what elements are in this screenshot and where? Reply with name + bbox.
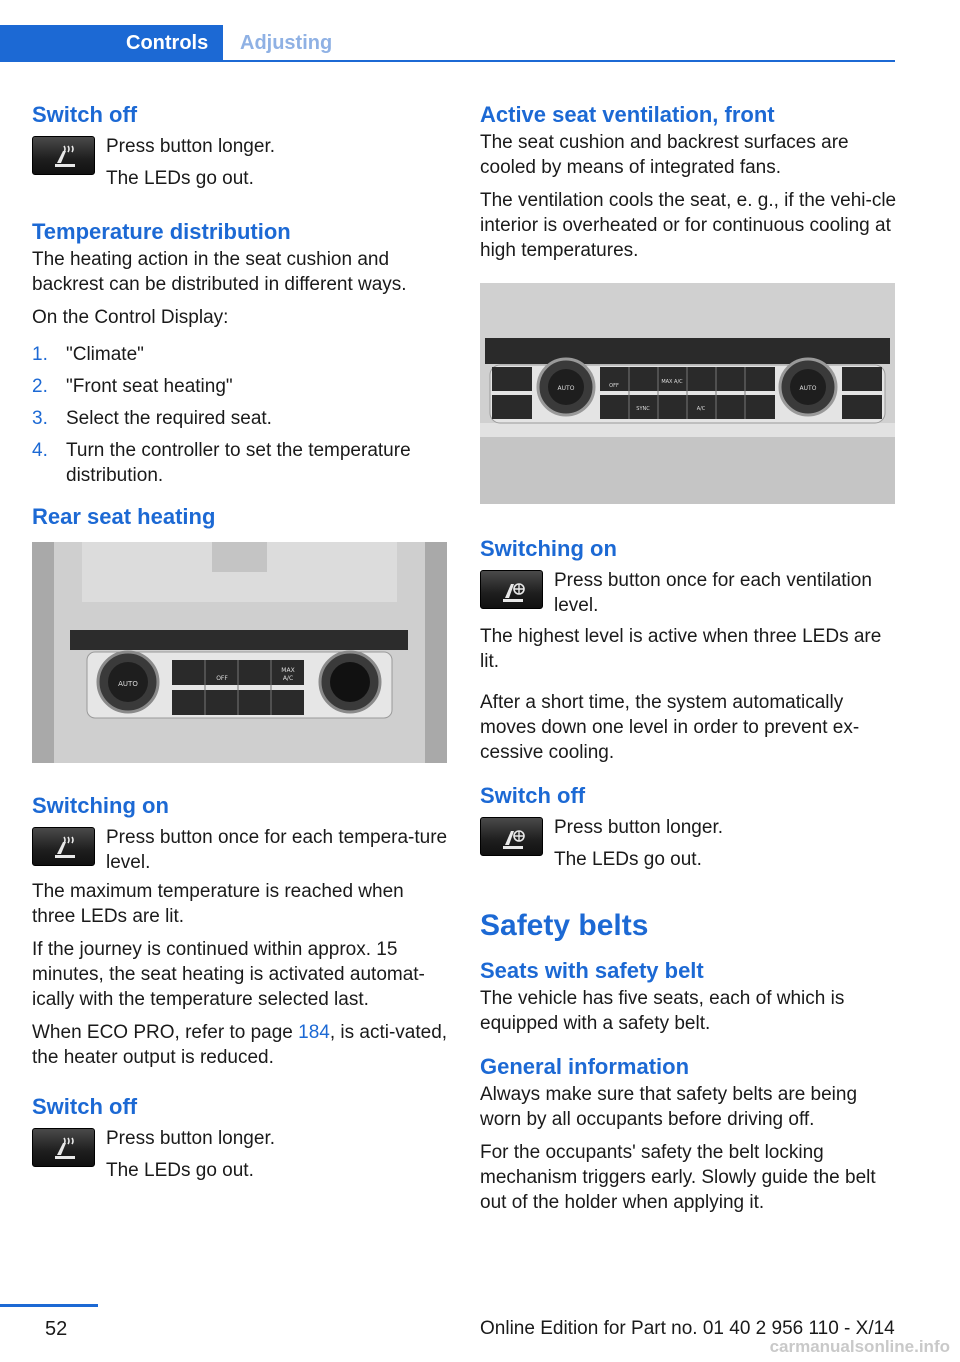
svg-text:OFF: OFF [609,383,619,389]
left-column [32,100,450,1193]
temperature-distribution-heading: Temperature distribution [32,219,291,244]
seats-with-belt-text: The vehicle has five seats, each of which is equipped with a safety belt. [480,988,845,1034]
svg-text:A/C: A/C [696,406,706,412]
general-info-p2: For the occupants' safety the belt locking mechanism triggers early. Slowly guide the belt out of the holder when applying it. [480,1142,876,1213]
vent-switch-off-line2: The LEDs go out. [554,849,702,870]
temp-dist-steps [32,342,450,488]
svg-text:OFF: OFF [216,675,228,682]
svg-text:AUTO: AUTO [118,680,138,688]
switch-off-heading: Switch off [32,102,138,127]
vent-switch-off-line1: Press button longer. [554,817,723,838]
after-short-time-text: After a short time, the system automatically moves down one level in order to prevent ex-cessive cooling. [480,692,860,763]
page-number: 52 [45,1318,68,1340]
svg-text:A/C: A/C [282,675,294,682]
ventilation-p2: The ventilation cools the seat, e. g., if the vehi-cle interior is overheated or for continuous cooling at high temperatures. [480,190,897,261]
general-info-heading: General information [480,1054,690,1079]
svg-text:AUTO: AUTO [557,385,575,392]
ventilation-heading: Active seat ventilation, front [480,102,775,127]
rear-seat-heating-heading: Rear seat heating [32,504,216,529]
tab-adjusting[interactable]: Adjusting [240,32,333,54]
ventilation-p1: The seat cushion and backrest surfaces are cooled by means of integrated fans. [480,132,849,178]
list-item: 4. Turn the controller to set the temperature distribution. [32,440,411,486]
switch-off-line1: Press button longer. [106,136,275,157]
journey-text: If the journey is continued within approx. 15 minutes, the seat heating is activated automat-ically with the temperature selected last. [32,939,425,1010]
switch-off-2-line2: The LEDs go out. [106,1160,254,1181]
vent-switch-off-row [480,815,898,872]
general-info-p1: Always make sure that safety belts are being worn by all occupants before driving off. [480,1084,858,1130]
seat-heating-button-icon [32,136,95,175]
seats-with-belt-heading: Seats with safety belt [480,958,704,983]
rear-climate-panel-photo [32,542,447,763]
chapter-tab-bar [0,25,895,62]
seat-ventilation-button-icon [480,570,543,609]
temp-dist-intro: The heating action in the seat cushion and backrest can be distributed in different ways. [32,249,407,295]
vent-switching-on-row [480,568,898,618]
safety-belts-title: Safety belts [480,909,649,942]
eco-pro-text: When ECO PRO, refer to page 184, is acti-vated, the heater output is reduced. [32,1022,448,1068]
list-item: 2. "Front seat heating" [32,376,233,397]
switch-off-2-line1: Press button longer. [106,1128,275,1149]
switching-on-heading: Switching on [32,793,169,818]
vent-switching-on-heading: Switching on [480,536,617,561]
seat-ventilation-button-icon [480,817,543,856]
switching-on-line1: Press button once for each tempera-ture level. [106,827,448,873]
vent-switch-off-heading: Switch off [480,783,586,808]
tab-controls[interactable]: Controls [0,25,223,62]
svg-text:SYNC: SYNC [636,406,650,412]
seat-heating-button-icon [32,1128,95,1167]
vent-switching-on-line1: Press button once for each ventilation level. [554,570,872,616]
max-temp-text: The maximum temperature is reached when three LEDs are lit. [32,881,404,927]
edition-text: Online Edition for Part no. 01 40 2 956 110 - X/14 [480,1318,895,1339]
svg-text:MAX: MAX [281,667,295,674]
right-column [480,100,898,1223]
switch-off-heading-2: Switch off [32,1094,138,1119]
switch-off-row-2 [32,1126,450,1183]
footer-rule [0,1304,98,1307]
switch-off-row [32,134,450,191]
front-climate-panel-photo [480,283,895,504]
svg-text:MAX A/C: MAX A/C [661,379,683,385]
seat-heating-button-icon [32,827,95,866]
on-control-display: On the Control Display: [32,307,229,328]
highest-level-text: The highest level is active when three LEDs are lit. [480,626,882,672]
svg-text:AUTO: AUTO [799,385,817,392]
switching-on-row [32,825,450,875]
watermark: carmanualsonline.info [769,1337,950,1356]
page-link-184[interactable]: 184 [298,1022,330,1043]
switch-off-line2: The LEDs go out. [106,168,254,189]
list-item: 3. Select the required seat. [32,408,272,429]
list-item: 1. "Climate" [32,344,144,365]
